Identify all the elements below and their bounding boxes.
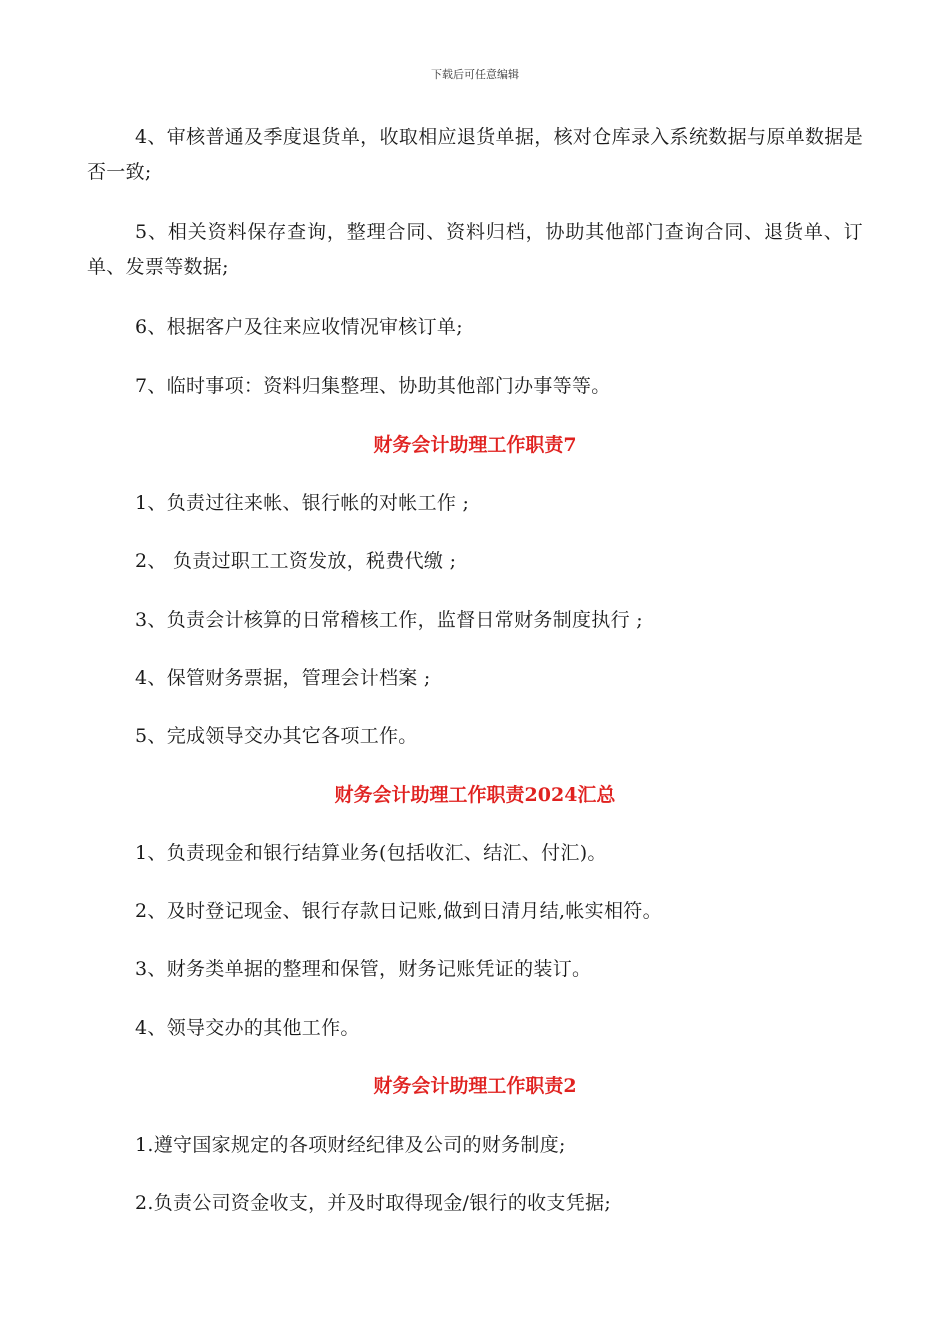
paragraph: 3、财务类单据的整理和保管，财务记账凭证的装订。 — [135, 958, 592, 980]
paragraph: 2、 负责过职工工资发放，税费代缴 ; — [135, 550, 457, 572]
paragraph: 2.负责公司资金收支，并及时取得现金/银行的收支凭据; — [135, 1192, 612, 1214]
paragraph: 2、及时登记现金、银行存款日记账,做到日清月结,帐实相符。 — [135, 900, 662, 922]
section-heading: 财务会计助理工作职责7 — [373, 434, 577, 456]
paragraph: 1、负责现金和银行结算业务(包括收汇、结汇、付汇)。 — [135, 842, 607, 864]
paragraph: 4、审核普通及季度退货单，收取相应退货单据，核对仓库录入系统数据与原单数据是否一致; — [87, 126, 863, 183]
paragraph: 5、相关资料保存查询，整理合同、资料归档，协助其他部门查询合同、退货单、订单、发票等数据; — [87, 221, 863, 278]
paragraph: 4、领导交办的其他工作。 — [135, 1017, 360, 1039]
section-heading: 财务会计助理工作职责2 — [373, 1075, 577, 1097]
paragraph: 7、临时事项：资料归集整理、协助其他部门办事等等。 — [135, 375, 611, 397]
paragraph: 6、根据客户及往来应收情况审核订单; — [135, 316, 463, 338]
section-heading: 财务会计助理工作职责2024汇总 — [334, 784, 616, 806]
paragraph: 3、负责会计核算的日常稽核工作，监督日常财务制度执行 ; — [135, 609, 643, 631]
paragraph: 1、负责过往来帐、银行帐的对帐工作 ; — [135, 492, 470, 514]
paragraph: 5、完成领导交办其它各项工作。 — [135, 725, 418, 747]
page-header: 下载后可任意编辑 — [431, 68, 519, 81]
paragraph: 1.遵守国家规定的各项财经纪律及公司的财务制度; — [135, 1134, 566, 1156]
paragraph: 4、保管财务票据，管理会计档案 ; — [135, 667, 431, 689]
